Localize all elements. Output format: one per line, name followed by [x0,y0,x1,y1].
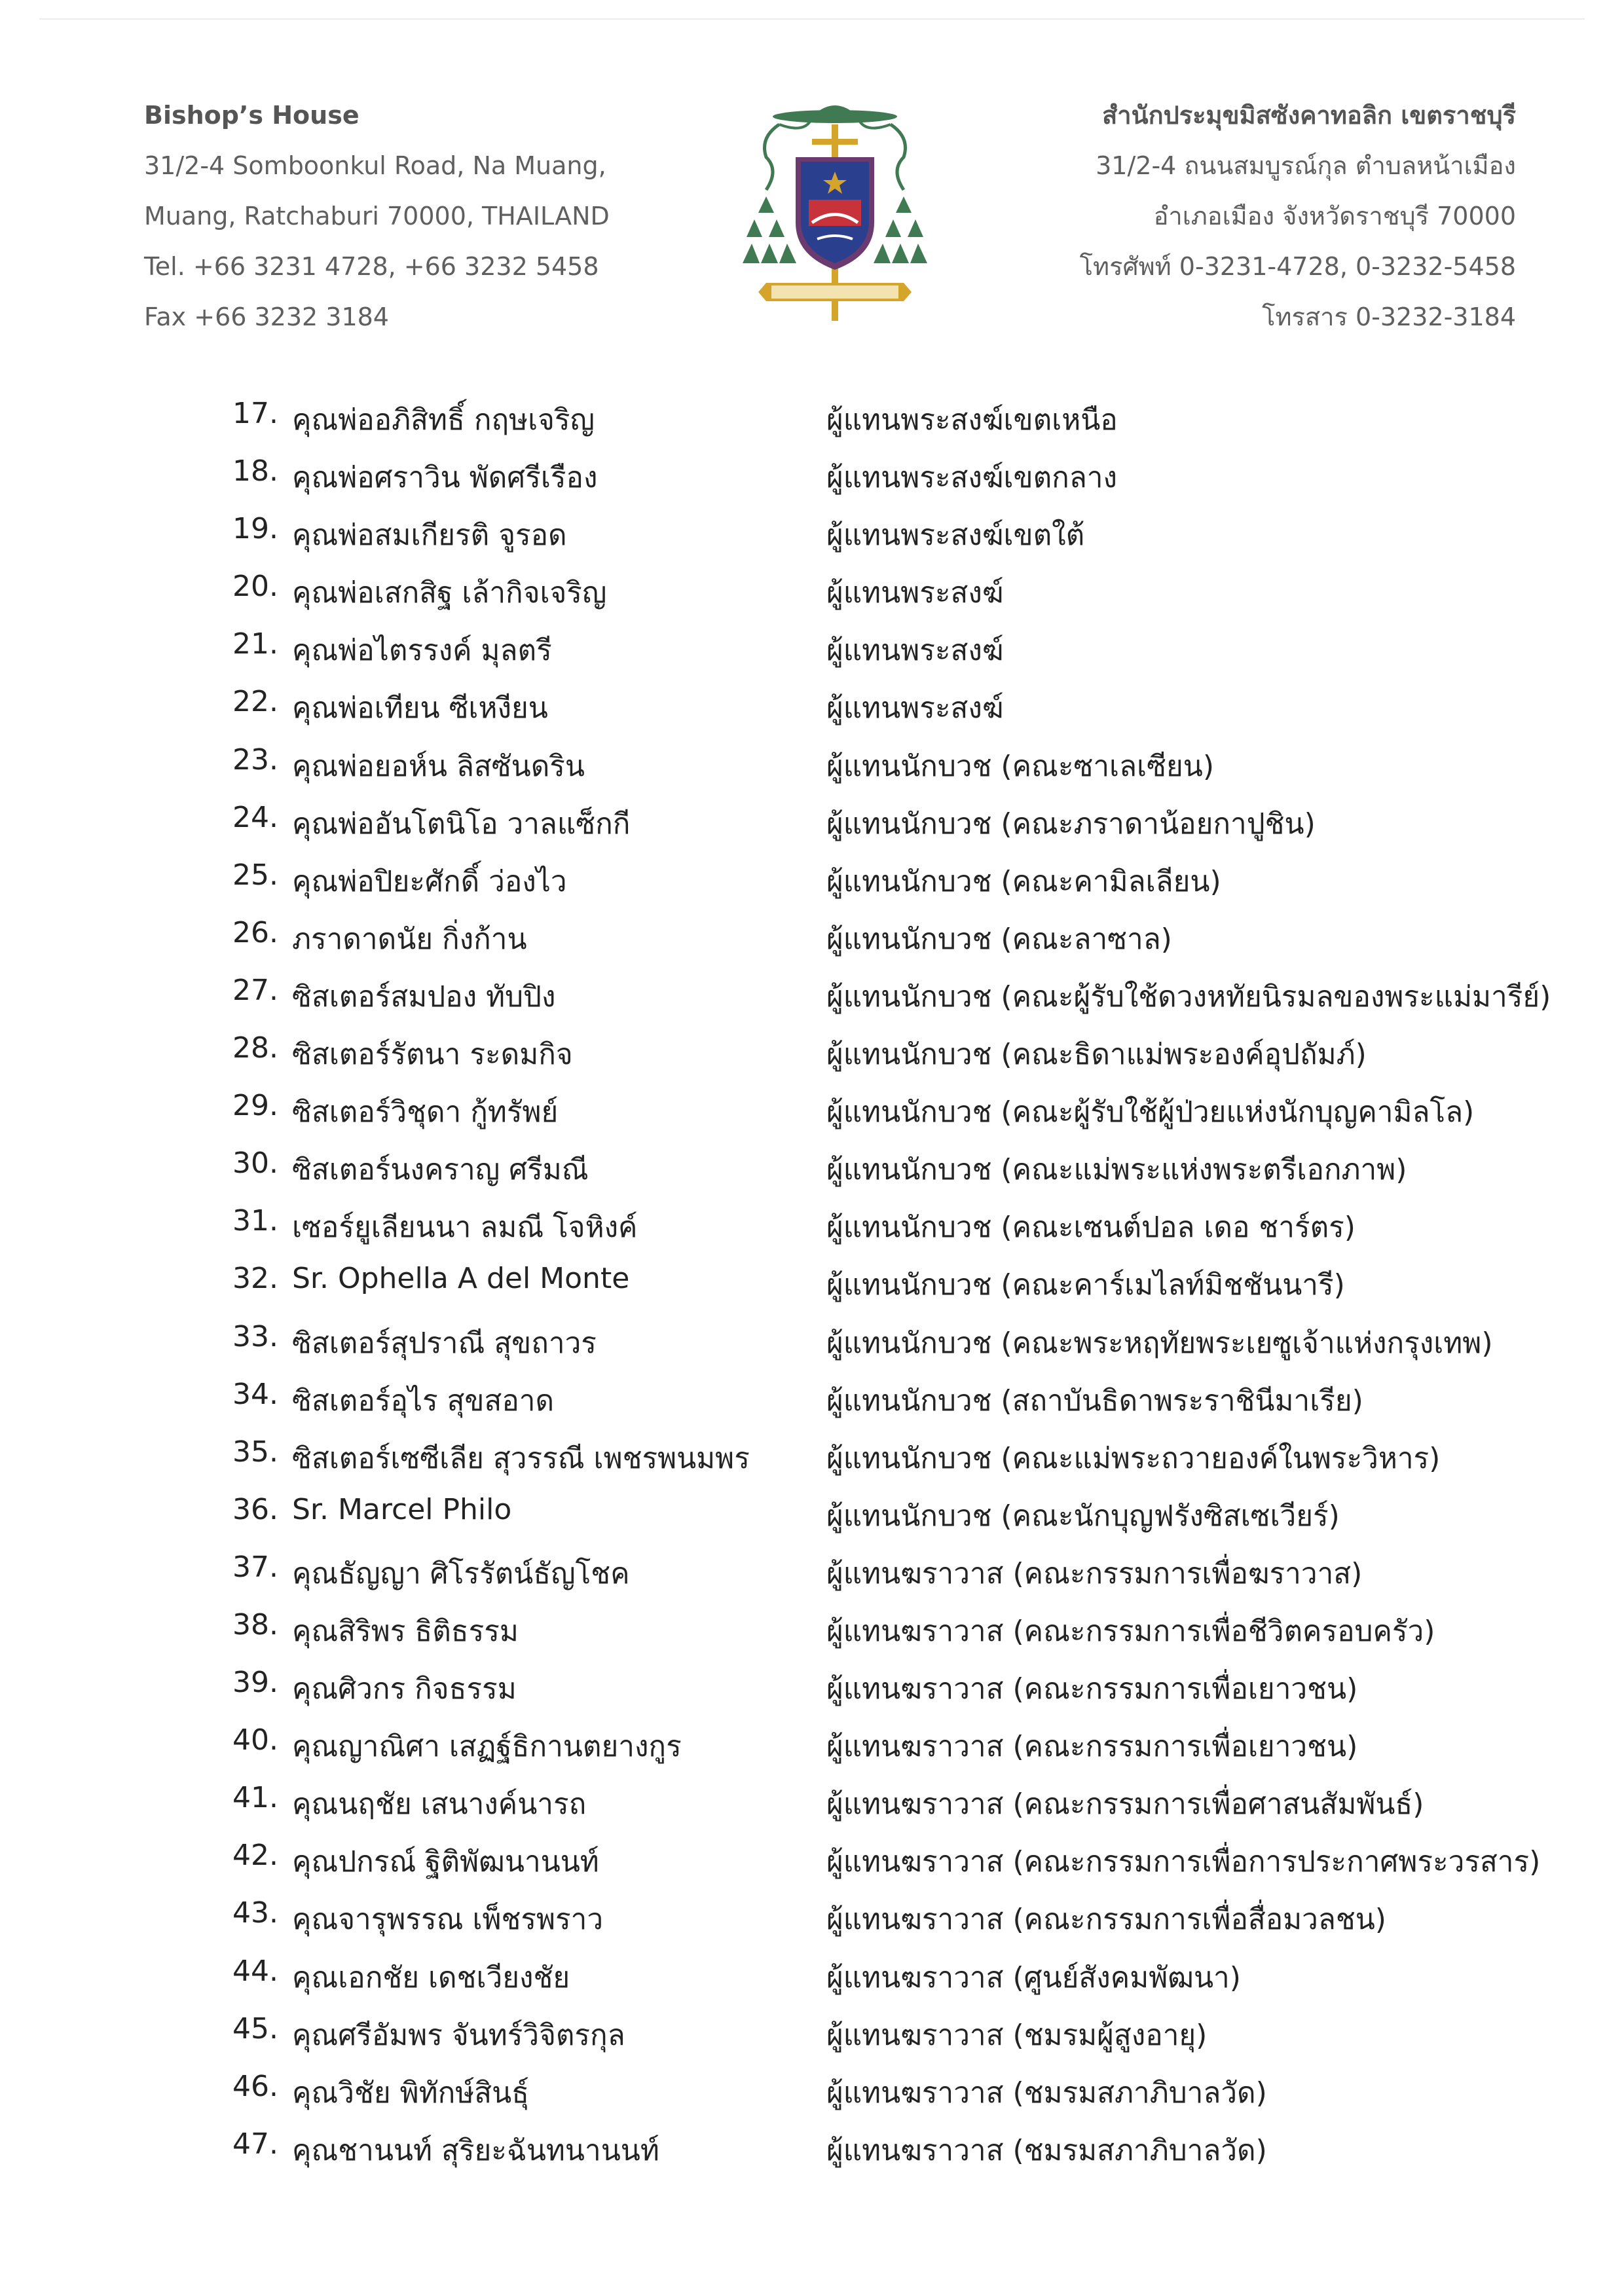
member-name: Sr. Ophella A del Monte [292,1262,630,1296]
item-number: 32. [232,1262,278,1296]
member-role: ผู้แทนฆราวาส (ชมรมผู้สูงอายุ) [826,2018,1208,2052]
telephone-thai: โทรศัพท์ 0-3231-4728, 0-3232-5458 [1079,252,1516,281]
member-name: คุณจารุพรรณ เพ็ชรพราว [292,1903,604,1937]
member-role: ผู้แทนนักบวช (สถาบันธิดาพระราชินีมาเรีย) [826,1384,1363,1418]
list-item [0,1255,1624,1313]
list-item [0,737,1624,794]
list-item [0,1832,1624,1890]
member-name: คุณธัญญา ศิโรรัตน์ธัญโชค [292,1556,630,1590]
item-number: 30. [232,1147,278,1181]
list-item [0,563,1624,621]
address-line1-thai: 31/2-4 ถนนสมบูรณ์กุล ตำบลหน้าเมือง [1096,151,1516,180]
member-name: คุณศิวกร กิจธรรม [292,1672,517,1706]
address-line2-thai: อำเภอเมือง จังหวัดราชบุรี 70000 [1153,202,1516,230]
list-item [0,1717,1624,1774]
member-role: ผู้แทนนักบวช (คณะลาซาล) [826,922,1172,956]
org-name-english: Bishop’s House [144,101,360,130]
member-name: คุณพ่ออันโตนิโอ วาลแซ็กกี [292,807,631,841]
list-item [0,448,1624,505]
list-item [0,1544,1624,1602]
list-item [0,505,1624,563]
list-item [0,2121,1624,2178]
item-number: 29. [232,1089,278,1123]
member-role: ผู้แทนฆราวาส (คณะกรรมการเพื่อการประกาศพระวรสาร) [826,1845,1541,1879]
item-number: 20. [232,570,278,604]
member-name: คุณพ่อเสกสิฐ เล้ากิจเจริญ [292,576,607,610]
item-number: 45. [232,2011,278,2046]
member-name: Sr. Marcel Philo [292,1492,512,1526]
item-number: 25. [232,858,278,892]
member-role: ผู้แทนฆราวาส (คณะกรรมการเพื่อเยาวชน) [826,1730,1358,1764]
member-role: ผู้แทนนักบวช (คณะซาเลเซียน) [826,749,1214,783]
list-item [0,1025,1624,1082]
item-number: 39. [232,1666,278,1700]
member-role: ผู้แทนฆราวาส (คณะกรรมการเพื่อชีวิตครอบครัว) [826,1614,1435,1648]
list-item [0,794,1624,852]
member-role: ผู้แทนฆราวาส (ศูนย์สังคมพัฒนา) [826,1960,1241,1994]
item-number: 21. [232,627,278,661]
item-number: 27. [232,973,278,1007]
address-line2-english: Muang, Ratchaburi 70000, THAILAND [144,202,610,230]
list-item [0,1774,1624,1832]
item-number: 47. [232,2127,278,2161]
member-name: คุณพ่อสมเกียรติ จูรอด [292,519,567,553]
member-role: ผู้แทนนักบวช (คณะพระหฤทัยพระเยซูเจ้าแห่งกรุงเทพ) [826,1326,1493,1360]
list-item [0,2006,1624,2063]
member-name: คุณเอกชัย เดชเวียงชัย [292,1960,570,1994]
member-role: ผู้แทนฆราวาส (คณะกรรมการเพื่อเยาวชน) [826,1672,1358,1706]
member-role: ผู้แทนนักบวช (คณะเซนต์ปอล เดอ ชาร์ตร) [826,1211,1356,1245]
member-role: ผู้แทนนักบวช (คณะคาร์เมไลท์มิชชันนารี) [826,1268,1345,1302]
member-role: ผู้แทนนักบวช (คณะนักบุญฟรังซิสเซเวียร์) [826,1499,1340,1533]
telephone-english: Tel. +66 3231 4728, +66 3232 5458 [144,252,599,281]
item-number: 46. [232,2069,278,2103]
member-role: ผู้แทนพระสงฆ์ [826,634,1004,668]
member-name: ซิสเตอร์เซซีเลีย สุวรรณี เพชรพนมพร [292,1441,750,1475]
member-name: ซิสเตอร์สุปราณี สุขถาวร [292,1326,597,1360]
list-item [0,390,1624,448]
member-role: ผู้แทนฆราวาส (คณะกรรมการเพื่อสื่อมวลชน) [826,1903,1386,1937]
member-name: ซิสเตอร์นงคราญ ศรีมณี [292,1153,589,1187]
list-item [0,1313,1624,1371]
item-number: 34. [232,1377,278,1411]
item-number: 17. [232,397,278,430]
member-role: ผู้แทนฆราวาส (คณะกรรมการเพื่อศาสนสัมพันธ์) [826,1788,1424,1822]
coat-of-arms-icon [740,98,930,334]
member-role: ผู้แทนพระสงฆ์ [826,576,1004,610]
list-item [0,1198,1624,1255]
list-item [0,678,1624,736]
member-name: คุณสิริพร ธิติธรรม [292,1614,519,1648]
member-name: ซิสเตอร์อุไร สุขสอาด [292,1384,555,1418]
member-role: ผู้แทนฆราวาส (ชมรมสภาภิบาลวัด) [826,2076,1267,2110]
list-item [0,852,1624,909]
fax-english: Fax +66 3232 3184 [144,303,389,331]
member-role: ผู้แทนพระสงฆ์เขตใต้ [826,519,1085,553]
member-role: ผู้แทนพระสงฆ์เขตกลาง [826,461,1117,495]
member-role: ผู้แทนนักบวช (คณะแม่พระแห่งพระตรีเอกภาพ) [826,1153,1407,1187]
member-name: คุณพ่อศราวิน พัดศรีเรือง [292,461,598,495]
item-number: 23. [232,743,278,777]
item-number: 22. [232,685,278,719]
list-item [0,1948,1624,2006]
member-name: ภราดาดนัย กิ่งก้าน [292,922,527,956]
member-role: ผู้แทนนักบวช (คณะผู้รับใช้ดวงหทัยนิรมลของพระแม่มารีย์) [826,980,1551,1014]
member-list [0,390,1624,2178]
list-item [0,1082,1624,1140]
list-item [0,621,1624,678]
member-name: คุณพ่อไตรรงค์ มุลตรี [292,634,552,668]
item-number: 18. [232,454,278,488]
item-number: 43. [232,1896,278,1930]
address-line1-english: 31/2-4 Somboonkul Road, Na Muang, [144,151,606,180]
item-number: 33. [232,1319,278,1353]
member-name: คุณวิชัย พิทักษ์สินธุ์ [292,2076,530,2110]
list-item [0,1371,1624,1429]
member-name: เซอร์ยูเลียนนา ลมณี โจหิงค์ [292,1211,638,1245]
item-number: 19. [232,512,278,546]
item-number: 26. [232,915,278,949]
list-item [0,1429,1624,1486]
item-number: 35. [232,1435,278,1469]
list-item [0,1890,1624,1947]
member-name: คุณปกรณ์ ฐิติพัฒนานนท์ [292,1845,599,1879]
member-role: ผู้แทนนักบวช (คณะคามิลเลียน) [826,864,1221,898]
letterhead-thai [927,90,1516,342]
item-number: 38. [232,1607,278,1642]
member-role: ผู้แทนนักบวช (คณะภราดาน้อยกาปูชิน) [826,807,1316,841]
list-item [0,1659,1624,1717]
member-name: คุณนฤชัย เสนางค์นารถ [292,1788,587,1822]
member-role: ผู้แทนฆราวาส (คณะกรรมการเพื่อฆราวาส) [826,1556,1363,1590]
item-number: 44. [232,1954,278,1988]
item-number: 28. [232,1031,278,1065]
item-number: 37. [232,1550,278,1584]
org-name-thai: สำนักประมุขมิสซังคาทอลิก เขตราชบุรี [1102,101,1516,130]
item-number: 31. [232,1204,278,1238]
member-name: คุณพ่อยอห์น ลิสซันดริน [292,749,585,783]
letterhead-english [144,90,655,342]
member-role: ผู้แทนฆราวาส (ชมรมสภาภิบาลวัด) [826,2133,1267,2167]
list-item [0,967,1624,1025]
list-item [0,1602,1624,1659]
member-name: คุณพ่อเทียน ซีเหงียน [292,691,548,725]
member-role: ผู้แทนพระสงฆ์เขตเหนือ [826,403,1118,437]
list-item [0,2063,1624,2121]
member-name: ซิสเตอร์วิชุดา กู้ทรัพย์ [292,1095,559,1129]
list-item [0,909,1624,967]
fax-thai: โทรสาร 0-3232-3184 [1262,303,1516,331]
member-role: ผู้แทนนักบวช (คณะแม่พระถวายองค์ในพระวิหาร) [826,1441,1441,1475]
item-number: 40. [232,1723,278,1757]
list-item [0,1486,1624,1544]
member-name: ซิสเตอร์รัตนา ระดมกิจ [292,1038,573,1072]
item-number: 36. [232,1492,278,1526]
episcopal-coat-of-arms [740,98,930,334]
list-item [0,1140,1624,1198]
member-role: ผู้แทนพระสงฆ์ [826,691,1004,725]
member-role: ผู้แทนนักบวช (คณะธิดาแม่พระองค์อุปถัมภ์) [826,1038,1367,1072]
member-role: ผู้แทนนักบวช (คณะผู้รับใช้ผู้ป่วยแห่งนักบุญคามิลโล) [826,1095,1475,1129]
item-number: 42. [232,1839,278,1873]
member-name: คุณพ่ออภิสิทธิ์ กฤษเจริญ [292,403,595,437]
member-name: ซิสเตอร์สมปอง ทับปิง [292,980,556,1014]
member-name: คุณพ่อปิยะศักดิ์ ว่องไว [292,864,567,898]
letterhead [0,0,1624,340]
member-name: คุณศรีอัมพร จันทร์วิจิตรกุล [292,2018,625,2052]
item-number: 24. [232,800,278,834]
member-name: คุณญาณิศา เสฏฐ์ธิกานตยางกูร [292,1730,682,1764]
member-name: คุณชานนท์ สุริยะฉันทนานนท์ [292,2133,659,2167]
item-number: 41. [232,1781,278,1815]
